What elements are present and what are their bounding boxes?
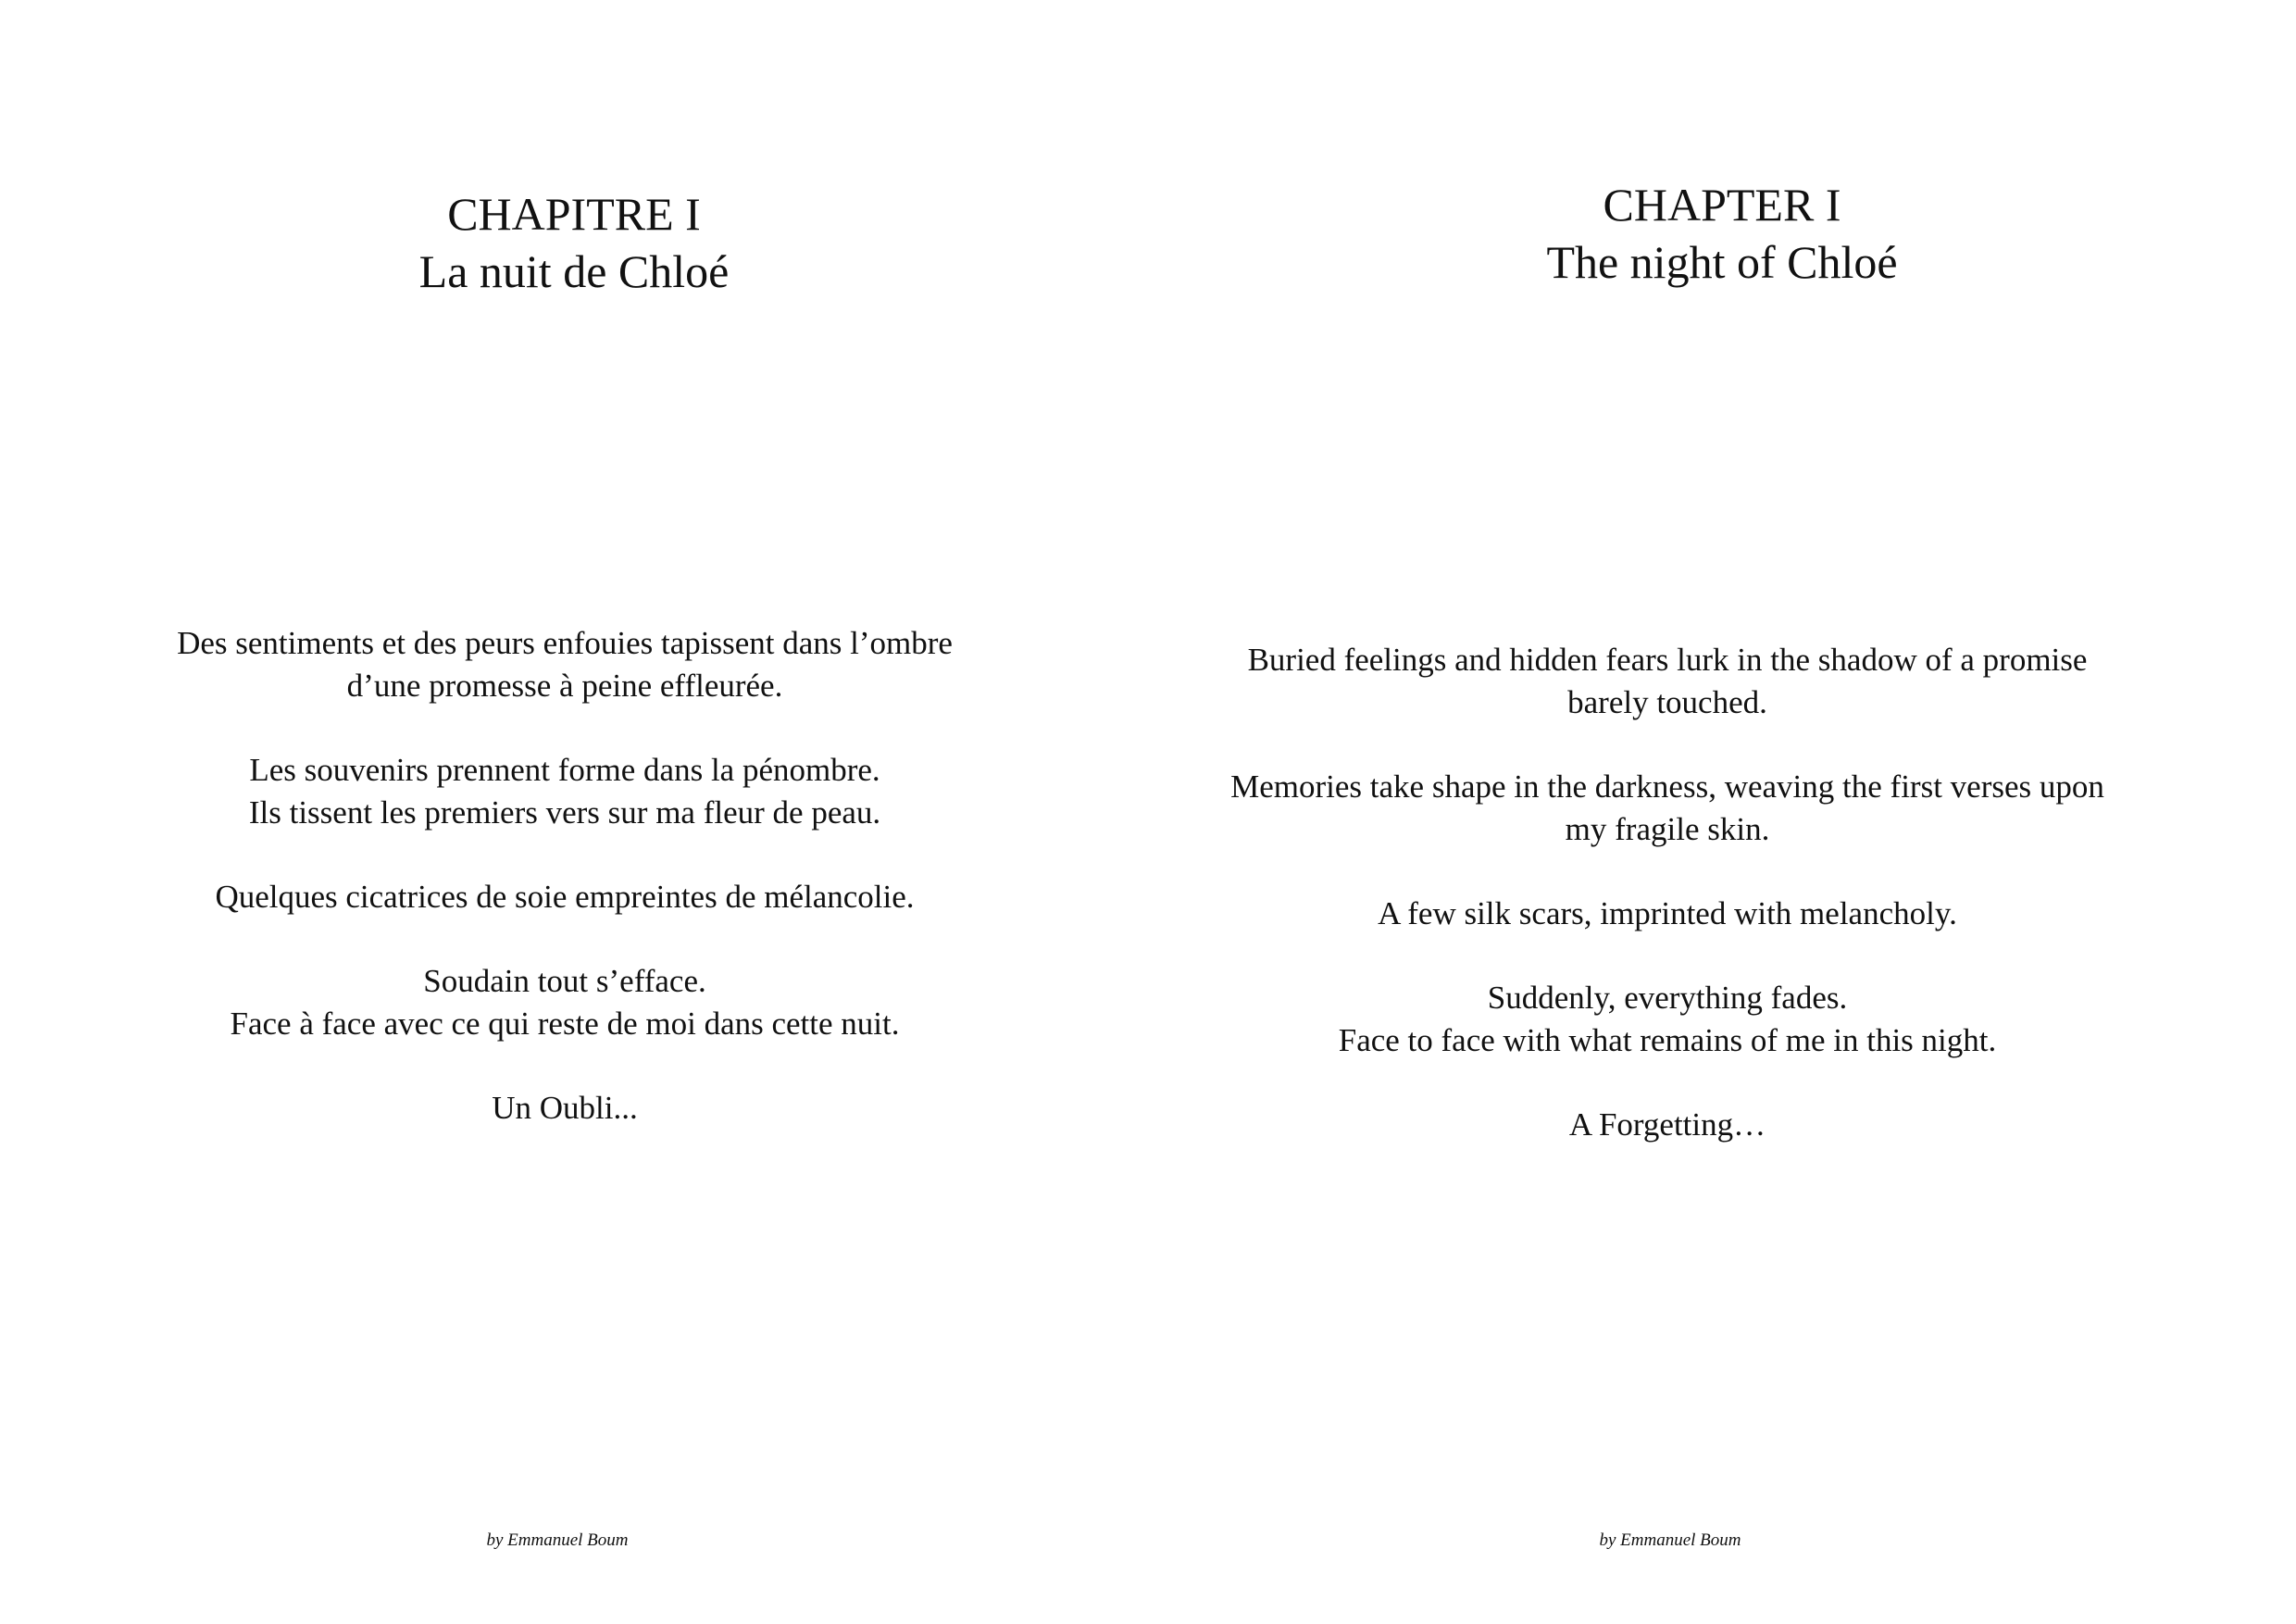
chapter-heading	[1148, 176, 2296, 291]
poem-body	[0, 622, 1139, 1171]
poem-line: Face à face avec ce qui reste de moi dans cette nuit.	[230, 1006, 900, 1042]
stanza	[1093, 977, 2241, 1062]
chapter-title: The night of Chloé	[1546, 236, 1898, 288]
right-page-english	[1148, 0, 2296, 1624]
author-byline: by Emmanuel Boum	[1599, 1530, 1741, 1550]
poem-line: Memories take shape in the darkness, weaving the first verses upon	[1230, 768, 2104, 805]
author-byline: by Emmanuel Boum	[486, 1530, 629, 1550]
chapter-number: CHAPITRE I	[447, 188, 701, 240]
stanza	[0, 749, 1139, 834]
poem-body	[1093, 639, 2241, 1188]
poem-line: Suddenly, everything fades.	[1487, 980, 1848, 1016]
poem-line: my fragile skin.	[1565, 811, 1770, 847]
stanza	[0, 876, 1139, 918]
poem-line: Un Oubli...	[492, 1090, 638, 1126]
poem-line: d’une promesse à peine effleurée.	[346, 668, 783, 704]
poem-line: Quelques cicatrices de soie empreintes de mélancolie.	[215, 879, 915, 915]
poem-line: Ils tissent les premiers vers sur ma fleur de peau.	[248, 794, 881, 831]
stanza	[1093, 639, 2241, 724]
stanza	[0, 960, 1139, 1045]
poem-line: Face to face with what remains of me in this night.	[1338, 1022, 1997, 1058]
stanza	[1093, 893, 2241, 935]
poem-line: Soudain tout s’efface.	[423, 963, 706, 999]
poem-line: A Forgetting…	[1568, 1106, 1766, 1143]
chapter-title: La nuit de Chloé	[418, 245, 730, 297]
chapter-heading	[0, 185, 1148, 300]
stanza	[1093, 766, 2241, 851]
poem-line: barely touched.	[1567, 684, 1767, 720]
poem-line: Les souvenirs prennent forme dans la pénombre.	[249, 752, 880, 788]
stanza	[0, 1087, 1139, 1130]
poem-line: Des sentiments et des peurs enfouies tapissent dans l’ombre	[177, 625, 953, 661]
poem-line: Buried feelings and hidden fears lurk in the shadow of a promise	[1247, 642, 2088, 678]
stanza	[0, 622, 1139, 707]
stanza	[1093, 1104, 2241, 1146]
poem-line: A few silk scars, imprinted with melancholy.	[1378, 895, 1957, 931]
chapter-number: CHAPTER I	[1603, 179, 1841, 231]
